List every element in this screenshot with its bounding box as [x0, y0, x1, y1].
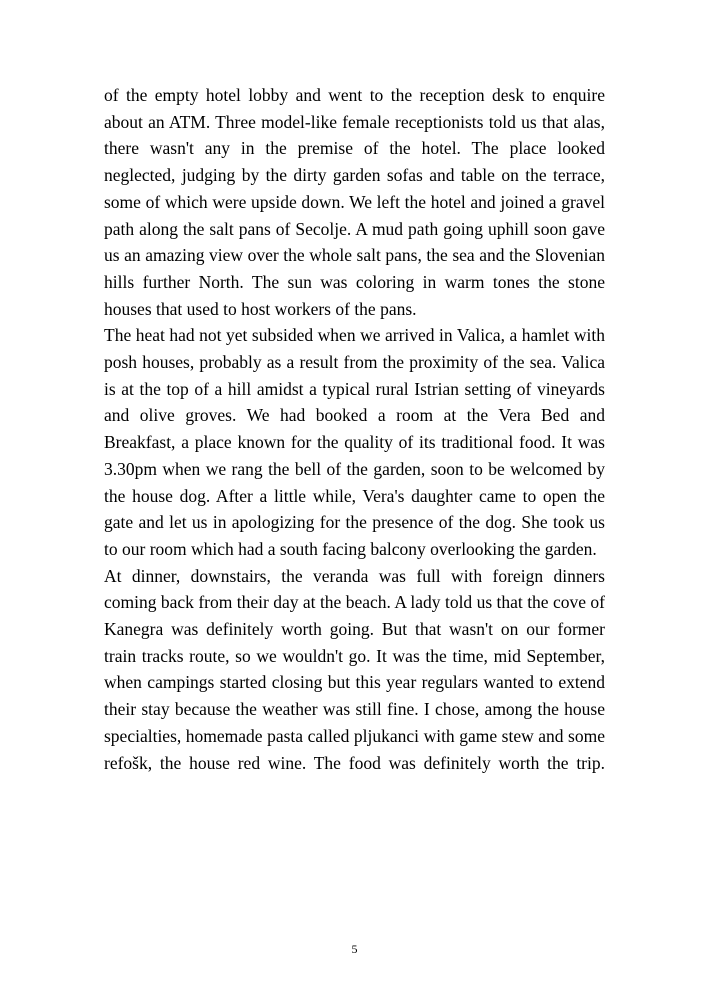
page-number: 5 — [351, 942, 358, 956]
paragraph-arrival-in-valica: The heat had not yet subsided when we arrived in Valica, a hamlet with posh houses, probably as a result from the proximity of the sea. Valica is at the top of a hill amidst a typical rural Istrian setting of vineyards and olive groves. We had booked a room at the Vera Bed and Breakfast, a place known for the quality of its traditional food. It was 3.30pm when we rang the bell of the garden, soon to be welcomed by the house dog. After a little while, Vera's daughter came to open the gate and let us in apologizing for the presence of the dog. She took us to our room which had a south facing balcony overlooking the garden. — [104, 325, 605, 559]
page-body — [104, 82, 605, 776]
paragraph-dinner: At dinner, downstairs, the veranda was full with foreign dinners coming back from their day at the beach. A lady told us that the cove of Kanegra was definitely worth going. But that wasn't on our former train tracks route, so we wouldn't go. It was the time, mid September, when campings started closing but this year regulars wanted to extend their stay because the weather was still fine. I chose, among the house specialties, homemade pasta called pljukanci with game stew and some refošk, the house red wine. The food was definitely worth the trip. — [104, 565, 605, 773]
paragraph-hotel-and-salt-pans: of the empty hotel lobby and went to the reception desk to enquire about an ATM. Three model-like female receptionists told us that alas, there wasn't any in the premise of the hotel. The place looked neglected, judging by the dirty garden sofas and table on the terrace, some of which were upside down. We left the hotel and joined a gravel path along the salt pans of Secolje. A mud path going uphill soon gave us an amazing view over the whole salt pans, the sea and the Slovenian hills further North. The sun was coloring in warm tones the stone houses that used to host workers of the pans. — [104, 85, 605, 319]
